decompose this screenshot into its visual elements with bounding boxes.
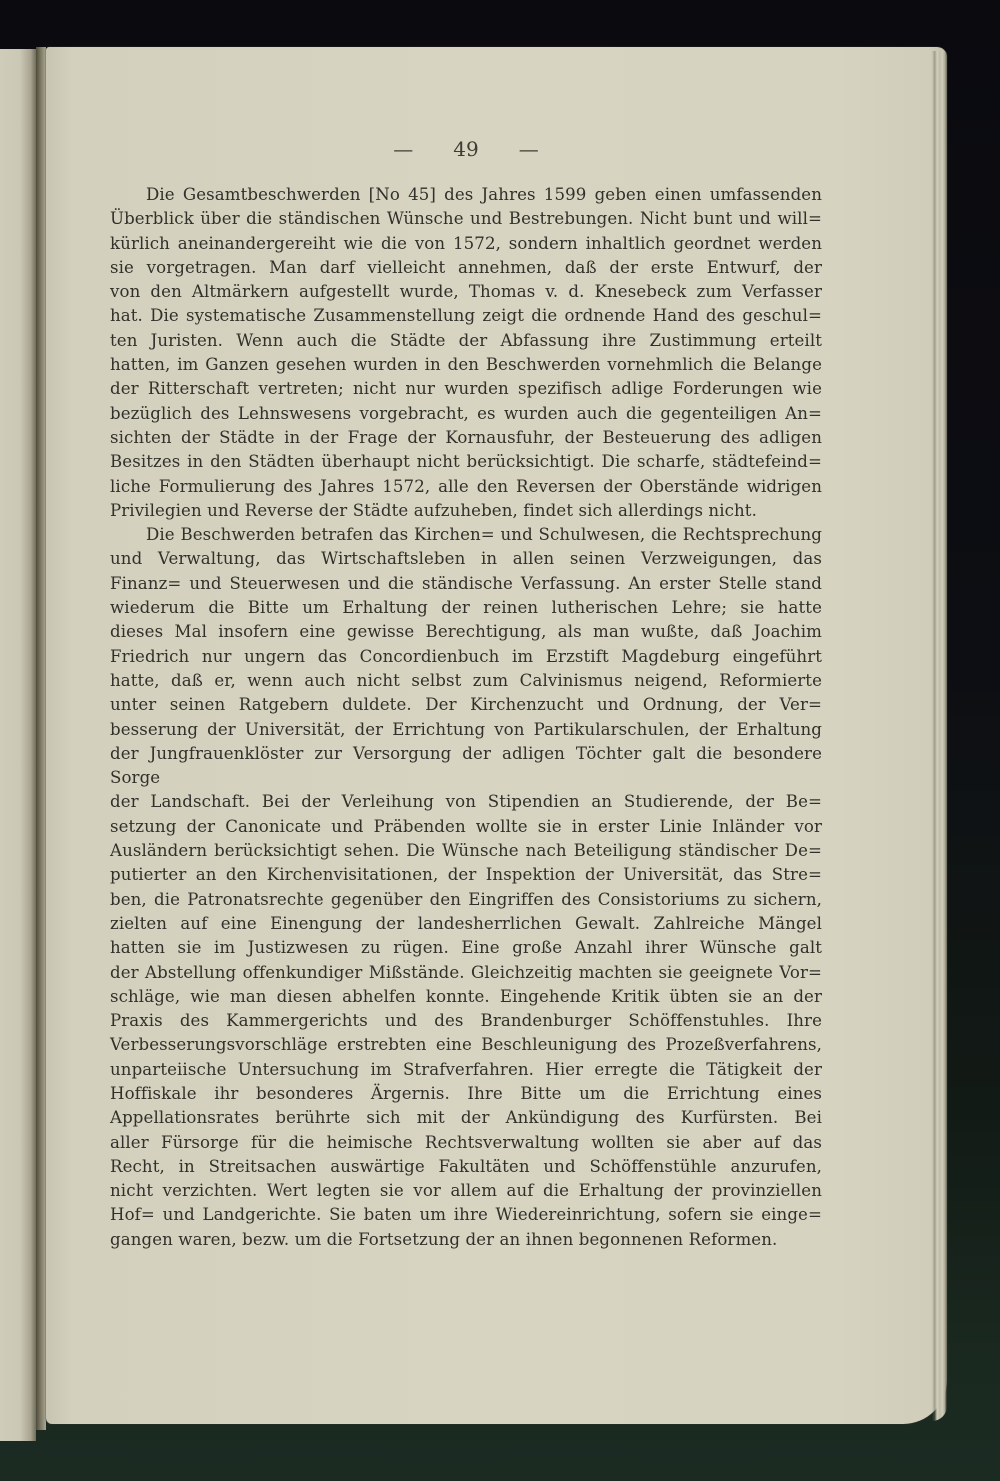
previous-page-edge [0, 49, 36, 1441]
text-line: sichten der Städte in der Frage der Kornausfuhr, der Besteuerung des adligen [110, 427, 822, 447]
text-line: unparteiische Untersuchung im Strafverfahren. Hier erregte die Tätigkeit der [110, 1059, 822, 1079]
text-line: hat. Die systematische Zusammenstellung zeigt die ordnende Hand des geschul= [110, 306, 822, 326]
text-line: besserung der Universität, der Errichtung von Partikularschulen, der Erhaltung [110, 719, 822, 739]
text-line: Ausländern berücksichtigt sehen. Die Wünsche nach Beteiligung ständischer De= [110, 841, 822, 861]
text-line: hatten, im Ganzen gesehen wurden in den Beschwerden vornehmlich die Belange [110, 355, 822, 375]
text-line: der Landschaft. Bei der Verleihung von Stipendien an Studierende, der Be= [110, 792, 822, 812]
text-line: der Ritterschaft vertreten; nicht nur wurden spezifisch adlige Forderungen wie [110, 379, 822, 399]
text-line: Praxis des Kammergerichts und des Brandenburger Schöffenstuhles. Ihre [110, 1011, 822, 1031]
paragraph-2 [110, 523, 822, 1252]
text-line: Finanz= und Steuerwesen und die ständische Verfassung. An erster Stelle stand [110, 573, 822, 593]
body-text [110, 183, 822, 1252]
text-line: sie vorgetragen. Man darf vielleicht annehmen, daß der erste Entwurf, der [110, 257, 822, 277]
text-line: zielten auf eine Einengung der landesherrlichen Gewalt. Zahlreiche Mängel [110, 913, 822, 933]
text-line: und Verwaltung, das Wirtschaftsleben in allen seinen Verzweigungen, das [110, 549, 822, 569]
book-page [46, 47, 947, 1424]
text-line: setzung der Canonicate und Präbenden wollte sie in erster Linie Inländer vor [110, 816, 822, 836]
text-line: Recht, in Streitsachen auswärtige Fakultäten und Schöffenstühle anzurufen, [110, 1156, 822, 1176]
text-line: bezüglich des Lehnswesens vorgebracht, es wurden auch die gegenteiligen An= [110, 403, 822, 423]
text-line: Überblick über die ständischen Wünsche und Bestrebungen. Nicht bunt und will= [110, 209, 822, 229]
text-line: der Abstellung offenkundiger Mißstände. Gleichzeitig machten sie geeignete Vor= [110, 962, 822, 982]
text-line: Die Gesamtbeschwerden [No 45] des Jahres 1599 geben einen umfassenden [146, 185, 822, 204]
text-line: Verbesserungsvorschläge erstrebten eine Beschleunigung des Prozeßverfahrens, [110, 1035, 822, 1055]
text-line: schläge, wie man diesen abhelfen konnte. Eingehende Kritik übten sie an der [110, 986, 822, 1006]
text-line: hatte, daß er, wenn auch nicht selbst zum Calvinismus neigend, Reformierte [110, 670, 822, 690]
text-line: ten Juristen. Wenn auch die Städte der Abfassung ihre Zustimmung erteilt [110, 330, 822, 350]
text-line: der Jungfrauenklöster zur Versorgung der adligen Töchter galt die besondere Sorge [110, 743, 822, 788]
text-line: Besitzes in den Städten überhaupt nicht berücksichtigt. Die scharfe, städtefeind= [110, 452, 822, 472]
text-line: hatten sie im Justizwesen zu rügen. Eine große Anzahl ihrer Wünsche galt [110, 938, 822, 958]
text-line: Friedrich nur ungern das Concordienbuch im Erzstift Magdeburg eingeführt [110, 646, 822, 666]
text-line: putierter an den Kirchenvisitationen, der Inspektion der Universität, das Stre= [110, 865, 822, 885]
text-line: ben, die Patronatsrechte gegenüber den Eingriffen des Consistoriums zu sichern, [110, 889, 822, 909]
text-line: gangen waren, bezw. um die Fortsetzung der an ihnen begonnenen Reformen. [110, 1229, 778, 1249]
header-dash-right: — [518, 137, 539, 161]
text-line: von den Altmärkern aufgestellt wurde, Thomas v. d. Knesebeck zum Verfasser [110, 282, 822, 302]
text-line: kürlich aneinandergereiht wie die von 1572, sondern inhaltlich geordnet werden [110, 233, 822, 253]
header-dash-left: — [393, 137, 414, 161]
text-line: Privilegien und Reverse der Städte aufzuheben, findet sich allerdings nicht. [110, 500, 757, 520]
text-line: unter seinen Ratgebern duldete. Der Kirchenzucht und Ordnung, der Ver= [110, 695, 822, 715]
text-line: nicht verzichten. Wert legten sie vor allem auf die Erhaltung der provinziellen [110, 1181, 822, 1201]
page-number: 49 [453, 137, 479, 161]
page-stack-edge [932, 51, 947, 1421]
text-line: liche Formulierung des Jahres 1572, alle den Reversen der Oberstände widrigen [110, 476, 822, 496]
text-line: Hoffiskale ihr besonderes Ärgernis. Ihre Bitte um die Errichtung eines [110, 1083, 822, 1103]
text-line: Die Beschwerden betrafen das Kirchen= und Schulwesen, die Rechtsprechung [146, 525, 822, 545]
page-gutter-shadow [36, 47, 46, 1430]
page-header [110, 137, 822, 161]
text-line: dieses Mal insofern eine gewisse Berechtigung, als man wußte, daß Joachim [110, 622, 822, 642]
text-line: aller Fürsorge für die heimische Rechtsverwaltung wollten sie aber auf das [110, 1132, 822, 1152]
paragraph-1 [110, 183, 822, 523]
text-line: Appellationsrates berührte sich mit der Ankündigung des Kurfürsten. Bei [110, 1108, 822, 1128]
text-line: wiederum die Bitte um Erhaltung der reinen lutherischen Lehre; sie hatte [110, 598, 822, 618]
text-line: Hof= und Landgerichte. Sie baten um ihre Wiedereinrichtung, sofern sie einge= [110, 1205, 822, 1225]
